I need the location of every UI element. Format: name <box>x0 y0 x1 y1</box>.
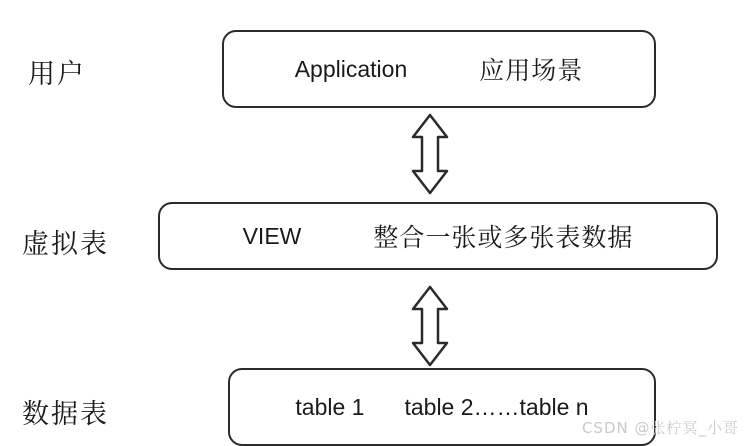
view-box <box>158 202 718 270</box>
double-arrow-icon <box>408 112 452 196</box>
application-box <box>222 30 656 108</box>
tables-box-content <box>295 394 588 421</box>
application-scene-label: 应用场景 <box>479 56 584 85</box>
row-label-user: 用户 <box>28 59 86 90</box>
row-label-view: 虚拟表 <box>22 229 109 260</box>
application-box-content <box>295 51 584 87</box>
table-n-label: table 2……table n <box>404 393 589 420</box>
double-arrow-icon <box>408 284 452 368</box>
double-arrow-app-view <box>408 112 452 201</box>
application-label: Application <box>294 55 408 82</box>
watermark: CSDN @张柠冥_小哥 <box>581 419 739 437</box>
view-description-label: 整合一张或多张表数据 <box>373 223 634 252</box>
view-box-content <box>243 218 634 254</box>
double-arrow-view-table <box>408 284 452 373</box>
row-label-table: 数据表 <box>22 399 109 430</box>
view-label: VIEW <box>242 222 302 249</box>
table-1-label: table 1 <box>295 393 365 420</box>
